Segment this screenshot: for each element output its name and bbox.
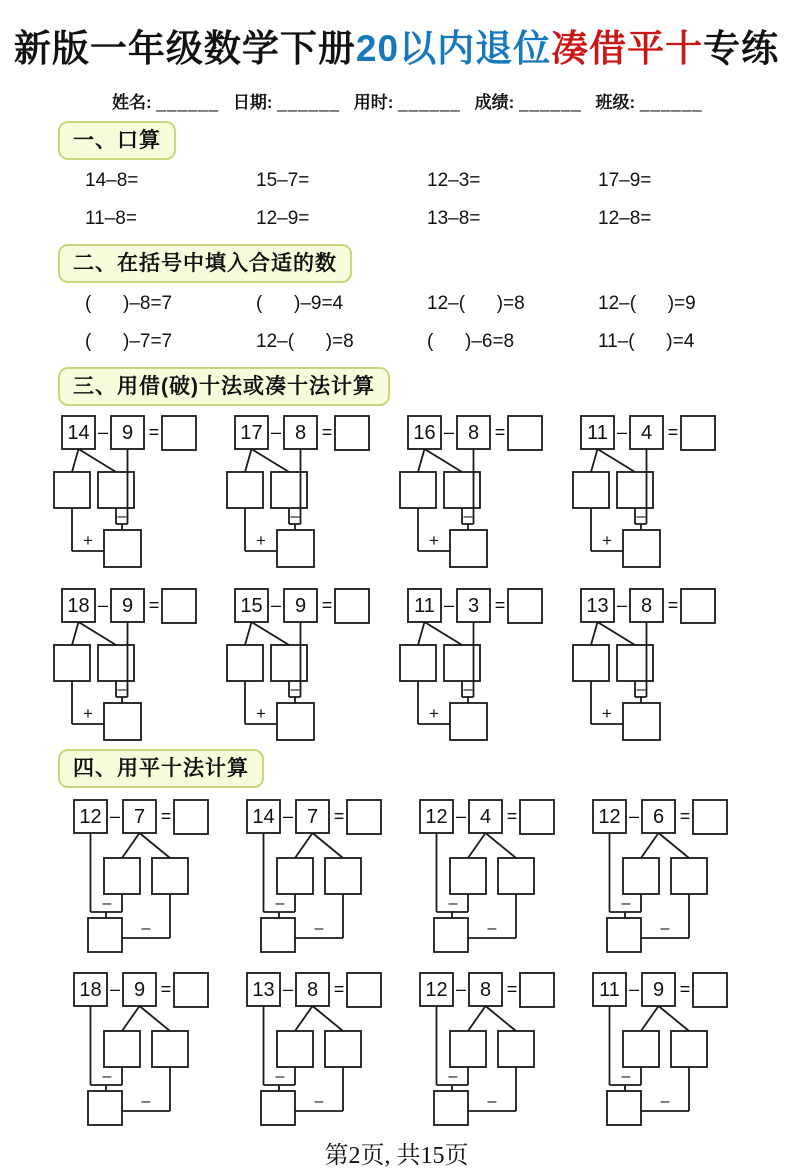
number-bond-diagram-level bbox=[239, 969, 412, 1125]
title-part-black1: 新版一年级数学下册 bbox=[13, 28, 356, 69]
step-plus-sign: + bbox=[429, 704, 439, 723]
part-right-box bbox=[325, 858, 361, 894]
intermediate-result-box bbox=[434, 918, 468, 952]
section4-header: 四、用平十法计算 bbox=[58, 749, 264, 788]
minuend-value: 17 bbox=[240, 422, 263, 444]
step-minus-sign: – bbox=[290, 681, 300, 698]
bond-lines bbox=[437, 833, 517, 938]
number-bond-diagram-borrow bbox=[398, 412, 571, 568]
bond-lines bbox=[418, 449, 474, 551]
number-bond-diagram-level bbox=[412, 796, 585, 952]
oral-problem: 12–8= bbox=[598, 208, 652, 229]
equals-sign: = bbox=[494, 422, 506, 442]
part-right-box bbox=[271, 472, 307, 508]
step-plus-sign: + bbox=[83, 531, 93, 550]
step-minus-sign: – bbox=[463, 681, 473, 698]
minuend-value: 11 bbox=[599, 979, 620, 1001]
intermediate-result-box bbox=[88, 1091, 122, 1125]
part-left-box bbox=[104, 858, 140, 894]
subtrahend-value: 8 bbox=[467, 422, 480, 444]
oral-problem: 11–8= bbox=[85, 208, 137, 229]
equals-sign: = bbox=[506, 806, 518, 826]
info-label-date: 日期: bbox=[232, 93, 273, 112]
step2-minus-sign: – bbox=[314, 1093, 324, 1110]
oral-problem: 12–3= bbox=[427, 170, 481, 191]
step2-minus-sign: – bbox=[660, 1093, 670, 1110]
equals-sign: = bbox=[160, 806, 172, 826]
number-bond-diagram-level bbox=[239, 796, 412, 952]
result-box bbox=[508, 589, 542, 623]
intermediate-result-box bbox=[104, 703, 141, 740]
equals-sign: = bbox=[667, 422, 679, 442]
bracket-problem: 12–( )=9 bbox=[598, 293, 696, 314]
minuend-value: 15 bbox=[240, 595, 263, 617]
intermediate-result-box bbox=[623, 530, 660, 567]
step-minus-sign: – bbox=[102, 895, 112, 912]
equals-sign: = bbox=[506, 979, 518, 999]
title-part-blue: 20以内退位 bbox=[355, 28, 552, 69]
equals-sign: = bbox=[679, 979, 691, 999]
minus-sign: – bbox=[282, 806, 294, 826]
section2-header: 二、在括号中填入合适的数 bbox=[58, 244, 352, 283]
subtrahend-value: 4 bbox=[479, 806, 492, 828]
info-label-name: 姓名: bbox=[112, 93, 152, 112]
borrow-ten-problem bbox=[571, 585, 744, 741]
part-right-box bbox=[152, 1031, 188, 1067]
result-box bbox=[335, 589, 369, 623]
bond-lines bbox=[72, 622, 128, 724]
number-bond-diagram-level bbox=[412, 969, 585, 1125]
intermediate-result-box bbox=[277, 703, 314, 740]
part-right-box bbox=[617, 472, 653, 508]
result-box bbox=[693, 800, 727, 834]
level-ten-problem bbox=[412, 969, 585, 1125]
intermediate-result-box bbox=[607, 918, 641, 952]
info-blank-class: ______ bbox=[639, 93, 703, 112]
part-left-box bbox=[277, 858, 313, 894]
part-left-box bbox=[227, 645, 263, 681]
bond-lines bbox=[245, 449, 301, 551]
part-left-box bbox=[54, 472, 90, 508]
bracket-problem: 12–( )=8 bbox=[256, 331, 354, 352]
equals-sign: = bbox=[148, 595, 160, 615]
intermediate-result-box bbox=[261, 918, 295, 952]
info-blank-score: ______ bbox=[519, 93, 582, 112]
part-left-box bbox=[623, 858, 659, 894]
bracket-problem: ( )–7=7 bbox=[85, 331, 173, 352]
part-right-box bbox=[617, 645, 653, 681]
part-left-box bbox=[277, 1031, 313, 1067]
minuend-value: 13 bbox=[586, 595, 609, 617]
equals-sign: = bbox=[679, 806, 691, 826]
step-minus-sign: – bbox=[117, 508, 127, 525]
number-bond-diagram-level bbox=[66, 969, 239, 1125]
step-plus-sign: + bbox=[256, 704, 266, 723]
part-right-box bbox=[498, 858, 534, 894]
step-minus-sign: – bbox=[621, 895, 631, 912]
result-box bbox=[174, 800, 208, 834]
number-bond-diagram-level bbox=[66, 796, 239, 952]
subtrahend-value: 7 bbox=[133, 806, 146, 828]
step-plus-sign: + bbox=[256, 531, 266, 550]
minuend-value: 18 bbox=[67, 595, 90, 617]
number-bond-diagram-borrow bbox=[225, 412, 398, 568]
intermediate-result-box bbox=[104, 530, 141, 567]
part-right-box bbox=[98, 645, 134, 681]
level-ten-problem bbox=[66, 796, 239, 952]
part-left-box bbox=[227, 472, 263, 508]
number-bond-diagram-borrow bbox=[398, 585, 571, 741]
step-minus-sign: – bbox=[636, 681, 646, 698]
oral-problem: 17–9= bbox=[598, 170, 652, 191]
info-label-time: 用时: bbox=[353, 93, 394, 112]
subtrahend-value: 3 bbox=[467, 595, 480, 617]
info-blank-date: ______ bbox=[277, 93, 341, 112]
result-box bbox=[347, 973, 381, 1007]
oral-problem: 14–8= bbox=[85, 170, 139, 191]
section3-diagrams bbox=[52, 412, 793, 741]
intermediate-result-box bbox=[450, 530, 487, 567]
borrow-ten-problem bbox=[225, 585, 398, 741]
step-minus-sign: – bbox=[448, 1068, 458, 1085]
step-minus-sign: – bbox=[290, 508, 300, 525]
part-left-box bbox=[400, 472, 436, 508]
part-right-box bbox=[498, 1031, 534, 1067]
minuend-value: 16 bbox=[413, 422, 436, 444]
minus-sign: – bbox=[97, 595, 109, 615]
borrow-ten-problem bbox=[52, 585, 225, 741]
result-box bbox=[335, 416, 369, 450]
equals-sign: = bbox=[321, 595, 333, 615]
result-box bbox=[347, 800, 381, 834]
step-plus-sign: + bbox=[602, 531, 612, 550]
step-minus-sign: – bbox=[448, 895, 458, 912]
title-part-red: 凑借平十 bbox=[551, 28, 704, 69]
result-box bbox=[693, 973, 727, 1007]
intermediate-result-box bbox=[623, 703, 660, 740]
oral-problem: 13–8= bbox=[427, 208, 481, 229]
intermediate-result-box bbox=[434, 1091, 468, 1125]
bond-lines bbox=[418, 622, 474, 724]
equals-sign: = bbox=[667, 595, 679, 615]
equals-sign: = bbox=[494, 595, 506, 615]
bracket-problem: ( )–9=4 bbox=[256, 293, 344, 314]
part-right-box bbox=[152, 858, 188, 894]
number-bond-diagram-borrow bbox=[571, 585, 744, 741]
bond-lines bbox=[264, 1006, 344, 1111]
borrow-ten-problem bbox=[52, 412, 225, 568]
info-label-score: 成绩: bbox=[474, 93, 515, 112]
minuend-value: 12 bbox=[425, 806, 448, 828]
minus-sign: – bbox=[616, 422, 628, 442]
borrow-ten-problem bbox=[225, 412, 398, 568]
borrow-ten-problem bbox=[398, 585, 571, 741]
page-number: 第2页, 共15页 bbox=[324, 1143, 469, 1169]
borrow-ten-problem bbox=[398, 412, 571, 568]
bond-lines bbox=[591, 622, 647, 724]
result-box bbox=[681, 416, 715, 450]
number-bond-diagram-borrow bbox=[52, 585, 225, 741]
step-plus-sign: + bbox=[83, 704, 93, 723]
equals-sign: = bbox=[321, 422, 333, 442]
subtrahend-value: 8 bbox=[640, 595, 653, 617]
part-right-box bbox=[444, 472, 480, 508]
subtrahend-value: 9 bbox=[121, 422, 134, 444]
level-ten-problem bbox=[239, 969, 412, 1125]
bond-lines bbox=[610, 1006, 690, 1111]
section1-header: 一、口算 bbox=[58, 121, 176, 160]
part-left-box bbox=[104, 1031, 140, 1067]
result-box bbox=[162, 416, 196, 450]
part-left-box bbox=[54, 645, 90, 681]
section3-header: 三、用借(破)十法或凑十法计算 bbox=[58, 367, 390, 406]
step-minus-sign: – bbox=[275, 1068, 285, 1085]
bond-lines bbox=[610, 833, 690, 938]
result-box bbox=[508, 416, 542, 450]
info-blank-name: ______ bbox=[156, 93, 220, 112]
bond-lines bbox=[264, 833, 344, 938]
bond-lines bbox=[91, 833, 171, 938]
equals-sign: = bbox=[160, 979, 172, 999]
page-title bbox=[0, 0, 793, 72]
result-box bbox=[162, 589, 196, 623]
minuend-value: 18 bbox=[79, 979, 102, 1001]
part-left-box bbox=[623, 1031, 659, 1067]
part-left-box bbox=[400, 645, 436, 681]
subtrahend-value: 9 bbox=[121, 595, 134, 617]
step2-minus-sign: – bbox=[314, 920, 324, 937]
subtrahend-value: 9 bbox=[294, 595, 307, 617]
equals-sign: = bbox=[333, 979, 345, 999]
intermediate-result-box bbox=[607, 1091, 641, 1125]
subtrahend-value: 8 bbox=[306, 979, 319, 1001]
part-right-box bbox=[671, 1031, 707, 1067]
oral-problem: 15–7= bbox=[256, 170, 310, 191]
section1-problems bbox=[85, 170, 793, 230]
minuend-value: 11 bbox=[587, 422, 608, 444]
step-minus-sign: – bbox=[463, 508, 473, 525]
part-right-box bbox=[98, 472, 134, 508]
part-right-box bbox=[325, 1031, 361, 1067]
part-left-box bbox=[573, 645, 609, 681]
step2-minus-sign: – bbox=[141, 1093, 151, 1110]
step-minus-sign: – bbox=[275, 895, 285, 912]
subtrahend-value: 4 bbox=[640, 422, 653, 444]
part-right-box bbox=[271, 645, 307, 681]
minuend-value: 13 bbox=[252, 979, 275, 1001]
intermediate-result-box bbox=[88, 918, 122, 952]
minuend-value: 14 bbox=[252, 806, 275, 828]
step-minus-sign: – bbox=[636, 508, 646, 525]
result-box bbox=[520, 973, 554, 1007]
step2-minus-sign: – bbox=[141, 920, 151, 937]
level-ten-problem bbox=[239, 796, 412, 952]
number-bond-diagram-borrow bbox=[225, 585, 398, 741]
student-info-line bbox=[112, 88, 793, 113]
step2-minus-sign: – bbox=[487, 1093, 497, 1110]
step2-minus-sign: – bbox=[487, 920, 497, 937]
bracket-problem: ( )–6=8 bbox=[427, 331, 515, 352]
level-ten-problem bbox=[585, 796, 758, 952]
minus-sign: – bbox=[628, 806, 640, 826]
bond-lines bbox=[591, 449, 647, 551]
minuend-value: 11 bbox=[414, 595, 435, 617]
number-bond-diagram-level bbox=[585, 969, 758, 1125]
subtrahend-value: 9 bbox=[652, 979, 665, 1001]
minus-sign: – bbox=[270, 595, 282, 615]
level-ten-problem bbox=[412, 796, 585, 952]
part-right-box bbox=[671, 858, 707, 894]
result-box bbox=[520, 800, 554, 834]
part-left-box bbox=[450, 858, 486, 894]
level-ten-problem bbox=[66, 969, 239, 1125]
minus-sign: – bbox=[282, 979, 294, 999]
subtrahend-value: 8 bbox=[294, 422, 307, 444]
intermediate-result-box bbox=[450, 703, 487, 740]
intermediate-result-box bbox=[277, 530, 314, 567]
intermediate-result-box bbox=[261, 1091, 295, 1125]
minus-sign: – bbox=[455, 806, 467, 826]
number-bond-diagram-borrow bbox=[571, 412, 744, 568]
bond-lines bbox=[72, 449, 128, 551]
subtrahend-value: 6 bbox=[652, 806, 665, 828]
info-label-class: 班级: bbox=[595, 93, 636, 112]
borrow-ten-problem bbox=[571, 412, 744, 568]
number-bond-diagram-borrow bbox=[52, 412, 225, 568]
number-bond-diagram-level bbox=[585, 796, 758, 952]
section2-problems bbox=[85, 293, 793, 353]
step2-minus-sign: – bbox=[660, 920, 670, 937]
step-minus-sign: – bbox=[117, 681, 127, 698]
title-part-black2: 专练 bbox=[703, 28, 780, 69]
minus-sign: – bbox=[616, 595, 628, 615]
bracket-problem: ( )–8=7 bbox=[85, 293, 173, 314]
part-right-box bbox=[444, 645, 480, 681]
bracket-problem: 11–( )=4 bbox=[598, 331, 695, 352]
bracket-problem: 12–( )=8 bbox=[427, 293, 525, 314]
minuend-value: 12 bbox=[425, 979, 448, 1001]
step-minus-sign: – bbox=[621, 1068, 631, 1085]
minus-sign: – bbox=[109, 979, 121, 999]
info-blank-time: ______ bbox=[398, 93, 461, 112]
minus-sign: – bbox=[97, 422, 109, 442]
minus-sign: – bbox=[443, 422, 455, 442]
bond-lines bbox=[437, 1006, 517, 1111]
level-ten-problem bbox=[585, 969, 758, 1125]
minuend-value: 12 bbox=[79, 806, 102, 828]
step-plus-sign: + bbox=[602, 704, 612, 723]
subtrahend-value: 8 bbox=[479, 979, 492, 1001]
step-plus-sign: + bbox=[429, 531, 439, 550]
step-minus-sign: – bbox=[102, 1068, 112, 1085]
minus-sign: – bbox=[628, 979, 640, 999]
minuend-value: 14 bbox=[67, 422, 90, 444]
subtrahend-value: 9 bbox=[133, 979, 146, 1001]
bond-lines bbox=[245, 622, 301, 724]
result-box bbox=[681, 589, 715, 623]
minus-sign: – bbox=[443, 595, 455, 615]
result-box bbox=[174, 973, 208, 1007]
equals-sign: = bbox=[333, 806, 345, 826]
section4-diagrams bbox=[66, 796, 793, 1125]
minus-sign: – bbox=[270, 422, 282, 442]
minus-sign: – bbox=[109, 806, 121, 826]
bond-lines bbox=[91, 1006, 171, 1111]
equals-sign: = bbox=[148, 422, 160, 442]
part-left-box bbox=[450, 1031, 486, 1067]
minus-sign: – bbox=[455, 979, 467, 999]
subtrahend-value: 7 bbox=[306, 806, 319, 828]
part-left-box bbox=[573, 472, 609, 508]
oral-problem: 12–9= bbox=[256, 208, 310, 229]
minuend-value: 12 bbox=[598, 806, 621, 828]
